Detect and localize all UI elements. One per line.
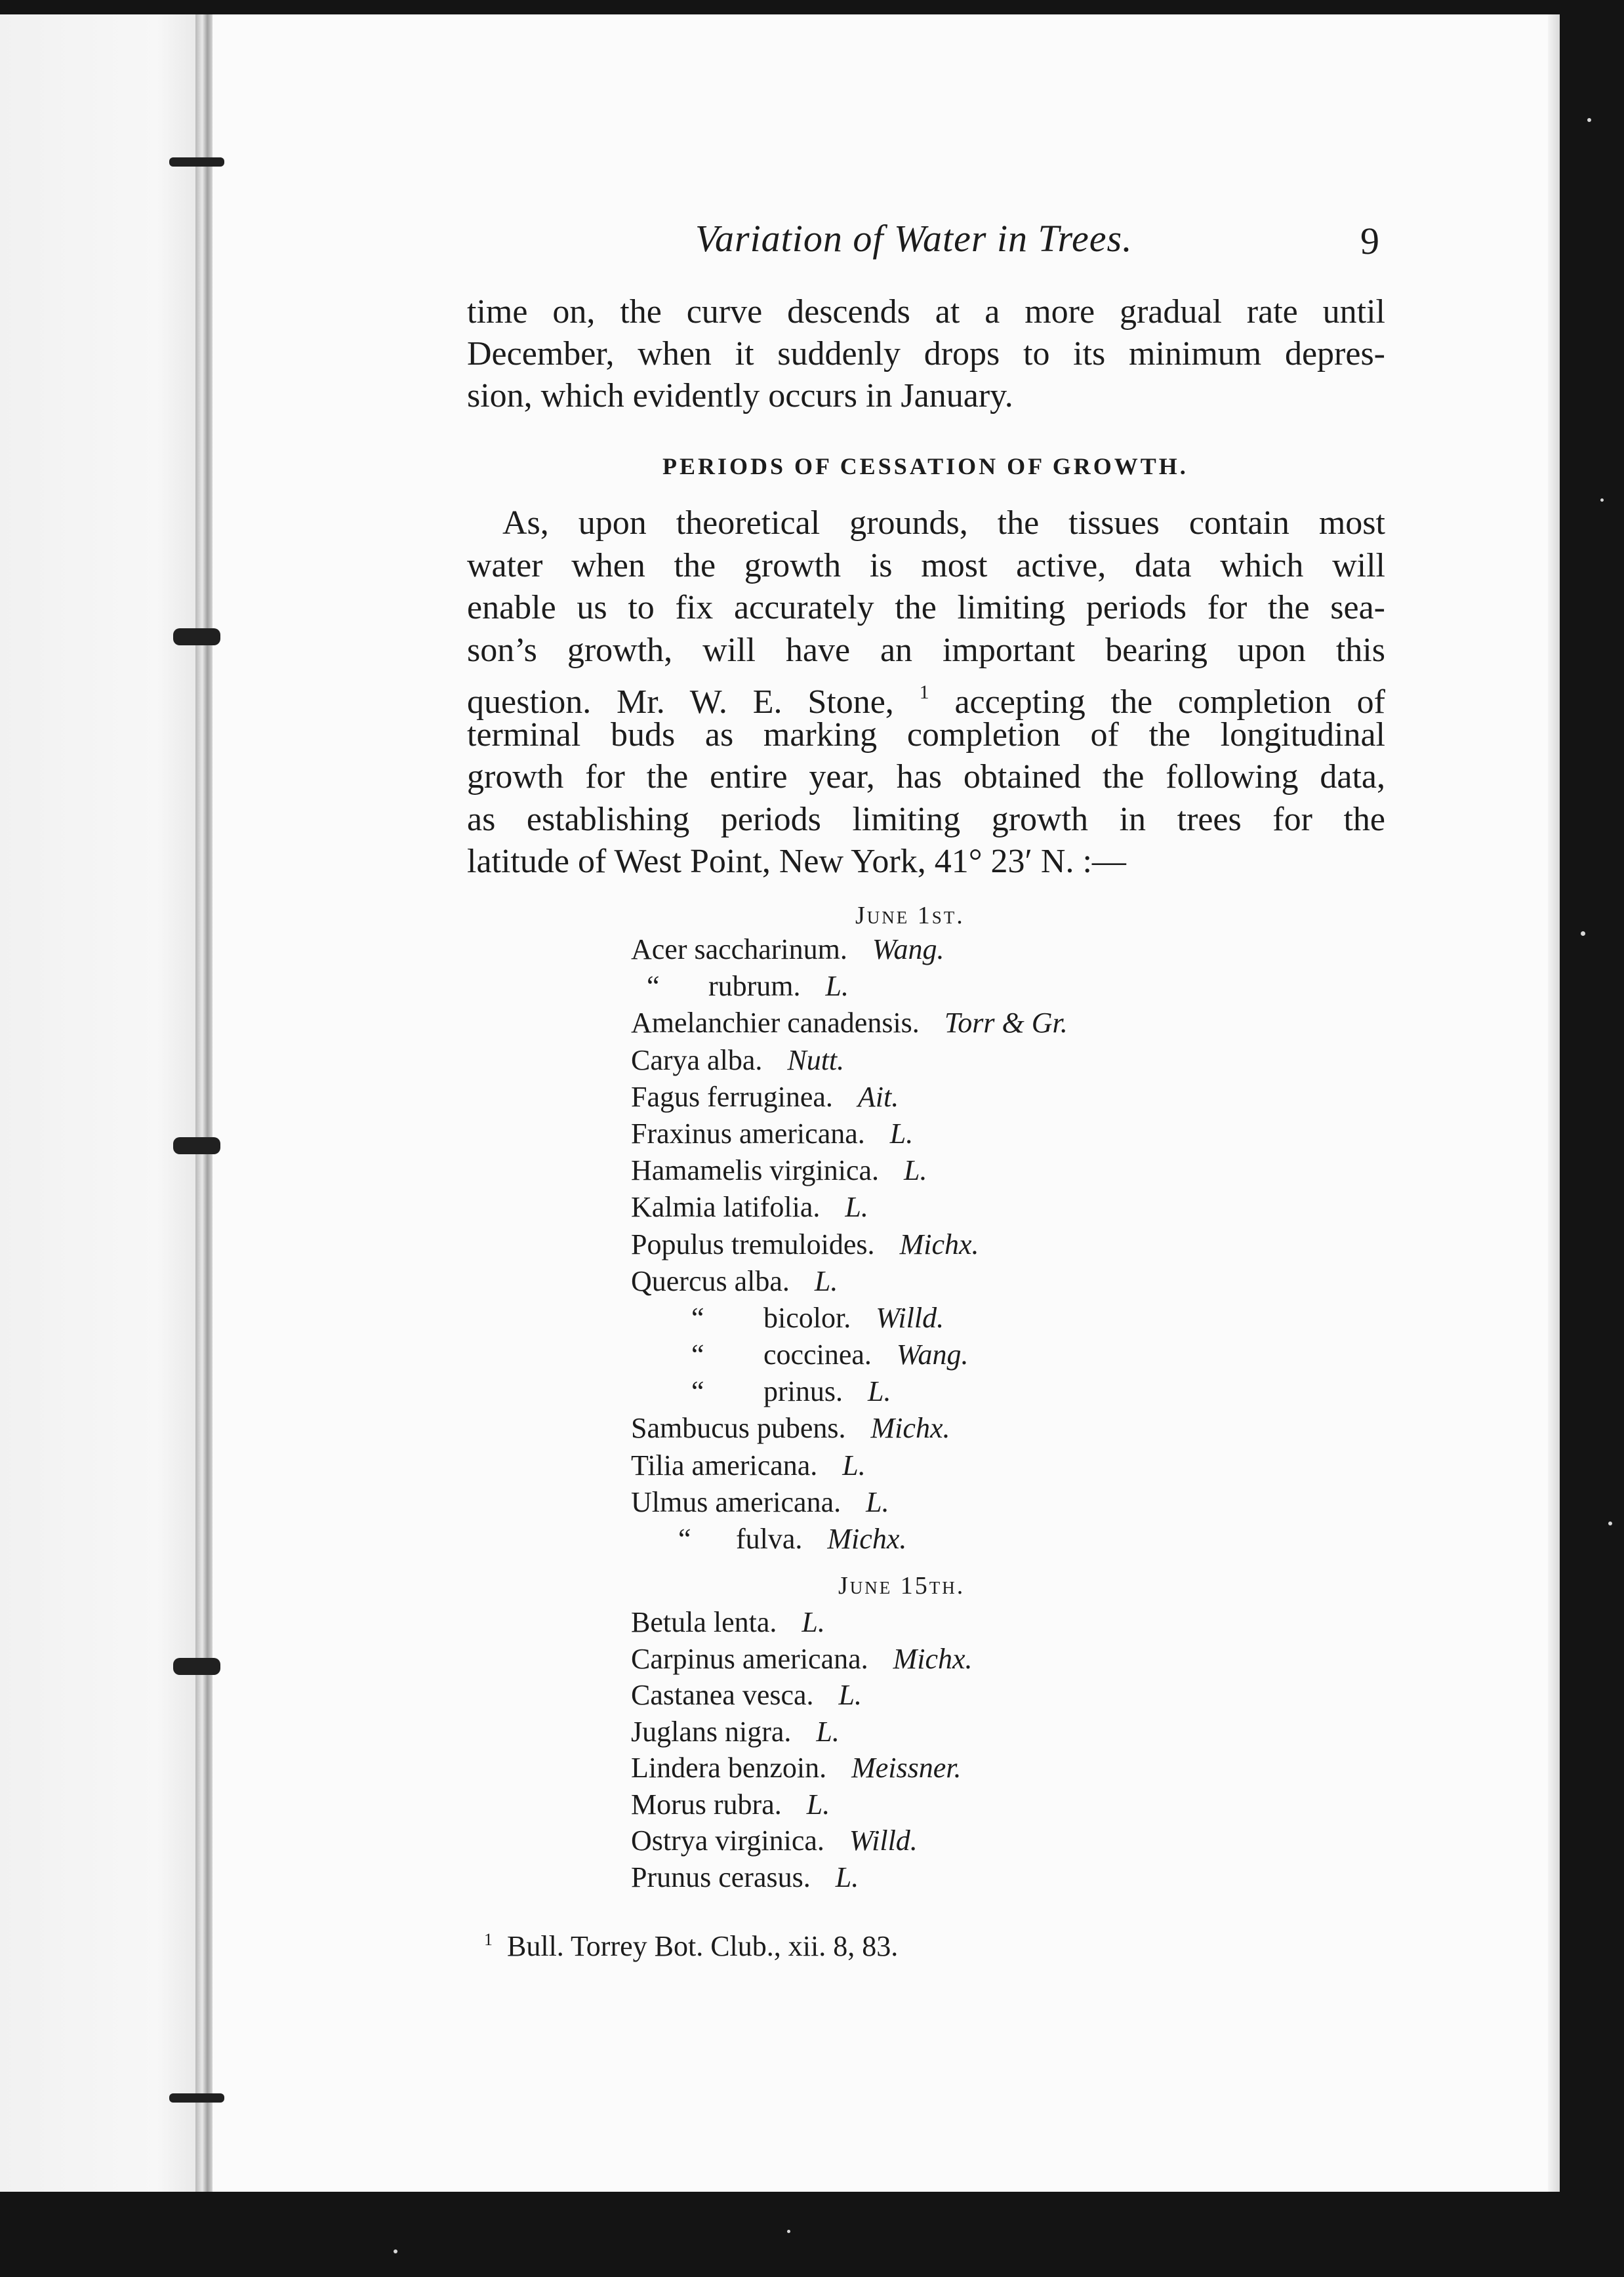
species-item xyxy=(631,1823,973,1859)
species-name: Fraxinus americana. xyxy=(631,1117,865,1150)
species-item xyxy=(631,1152,1068,1189)
species-authority: L. xyxy=(889,1117,914,1150)
species-authority: Michx. xyxy=(893,1642,973,1675)
binding-stitch xyxy=(173,628,220,645)
running-head-title: Variation of Water in Trees. xyxy=(695,217,1133,260)
species-name: Ostrya virginica. xyxy=(631,1824,824,1857)
species-name: Castanea vesca. xyxy=(631,1679,814,1711)
dust-speck xyxy=(394,2249,397,2253)
species-item xyxy=(631,1410,1068,1447)
species-list-june-1 xyxy=(631,931,1068,1558)
species-authority: L. xyxy=(825,970,849,1003)
footnote-reference: 1 xyxy=(919,681,929,703)
dust-speck xyxy=(1581,931,1585,936)
species-name: Juglans nigra. xyxy=(631,1715,792,1748)
species-item xyxy=(631,1521,1068,1558)
species-name: Amelanchier canadensis. xyxy=(631,1007,920,1039)
text-line: enable us to fix accurately the limiting periods for the sea- xyxy=(467,589,1385,626)
facing-page xyxy=(0,14,197,2192)
species-name: Acer saccharinum. xyxy=(631,933,847,965)
species-item xyxy=(631,1226,1068,1263)
species-name: coccinea. xyxy=(763,1339,872,1371)
species-authority: L. xyxy=(903,1154,927,1187)
species-name: Morus rubra. xyxy=(631,1788,782,1821)
continuation-paragraph xyxy=(467,291,1385,417)
page-number: 9 xyxy=(1360,220,1379,262)
species-authority: Wang. xyxy=(872,933,944,965)
species-item xyxy=(631,1116,1068,1152)
species-name: bicolor. xyxy=(763,1301,851,1334)
footnote-mark: 1 xyxy=(484,1930,493,1949)
dust-speck xyxy=(1600,498,1604,502)
text-line: latitude of West Point, New York, 41° 23′ N. :— xyxy=(467,843,1126,880)
species-authority: Willd. xyxy=(849,1824,918,1857)
date-heading-june-1: June 1st. xyxy=(855,902,965,929)
species-authority: L. xyxy=(842,1449,866,1481)
species-authority: Willd. xyxy=(876,1301,944,1334)
species-list-june-15 xyxy=(631,1604,973,1895)
species-item xyxy=(631,1641,973,1678)
species-authority: Torr & Gr. xyxy=(944,1007,1068,1039)
text-line-with-footnote xyxy=(467,672,1385,721)
species-authority: Ait. xyxy=(857,1080,899,1113)
binding-stitch xyxy=(169,157,224,167)
species-name: Prunus cerasus. xyxy=(631,1861,811,1893)
species-item xyxy=(631,968,1068,1005)
text-line: son’s growth, will have an important bearing upon this xyxy=(467,631,1385,669)
species-name: Kalmia latifolia. xyxy=(631,1191,821,1224)
species-name: prinus. xyxy=(763,1375,843,1408)
species-name: fulva. xyxy=(736,1523,803,1555)
species-name: Fagus ferruginea. xyxy=(631,1080,833,1113)
text-fragment: question. Mr. W. E. Stone, xyxy=(467,683,920,721)
dust-speck xyxy=(1587,118,1591,122)
species-authority: L. xyxy=(838,1679,863,1711)
text-line: terminal buds as marking completion of the longitudinal xyxy=(467,715,1385,754)
species-authority: L. xyxy=(814,1264,838,1297)
dust-speck xyxy=(1608,1521,1612,1525)
page-edge-shadow xyxy=(1548,14,1560,2192)
species-item xyxy=(631,1484,1068,1521)
species-name: rubrum. xyxy=(708,970,801,1003)
species-name: Quercus alba. xyxy=(631,1264,790,1297)
text-line: sion, which evidently occurs in January. xyxy=(467,377,1013,414)
species-item xyxy=(631,1263,1068,1300)
ditto-mark: “ xyxy=(691,1375,704,1408)
text-fragment: accepting the completion of xyxy=(929,683,1385,721)
ditto-mark: “ xyxy=(691,1339,704,1371)
species-item xyxy=(631,1714,973,1750)
text-line: water when the growth is most active, data which will xyxy=(467,546,1385,584)
species-item xyxy=(631,1786,973,1823)
species-authority: Michx. xyxy=(827,1523,907,1555)
species-item xyxy=(631,1189,1068,1226)
species-item xyxy=(631,1337,1068,1373)
species-authority: Meissner. xyxy=(851,1752,962,1784)
species-name: Hamamelis virginica. xyxy=(631,1154,879,1187)
binding-stitch xyxy=(169,2093,224,2103)
footnote xyxy=(484,1929,898,1963)
binding-stitch xyxy=(173,1658,220,1675)
book-gutter xyxy=(195,14,213,2192)
text-line: as establishing periods limiting growth in trees for the xyxy=(467,800,1385,838)
species-name: Carpinus americana. xyxy=(631,1642,868,1675)
ditto-mark: “ xyxy=(678,1523,691,1555)
species-name: Carya alba. xyxy=(631,1043,763,1076)
species-authority: Nutt. xyxy=(787,1043,845,1076)
species-item xyxy=(631,1859,973,1896)
date-heading-june-15: June 15th. xyxy=(838,1572,965,1600)
species-authority: L. xyxy=(816,1715,840,1748)
section-paragraph xyxy=(467,502,1385,883)
species-name: Betula lenta. xyxy=(631,1606,777,1638)
text-line: As, upon theoretical grounds, the tissues contain most xyxy=(502,504,1385,542)
species-name: Tilia americana. xyxy=(631,1449,818,1481)
species-name: Populus tremuloides. xyxy=(631,1228,875,1260)
species-authority: L. xyxy=(866,1485,889,1518)
species-name: Sambucus pubens. xyxy=(631,1412,846,1445)
text-line: December, when it suddenly drops to its minimum depres- xyxy=(467,335,1385,373)
species-item xyxy=(631,1005,1068,1041)
species-item xyxy=(631,1042,1068,1079)
footnote-text: Bull. Torrey Bot. Club., xii. 8, 83. xyxy=(507,1930,899,1962)
ditto-mark: “ xyxy=(647,970,660,1003)
section-heading: PERIODS OF CESSATION OF GROWTH. xyxy=(662,453,1188,479)
species-name: Lindera benzoin. xyxy=(631,1752,827,1784)
species-item xyxy=(631,1079,1068,1116)
binding-stitch xyxy=(173,1137,220,1154)
species-authority: L. xyxy=(868,1375,891,1408)
species-item xyxy=(631,1447,1068,1484)
species-item xyxy=(631,1373,1068,1410)
text-line: growth for the entire year, has obtained the following data, xyxy=(467,758,1385,796)
species-item xyxy=(631,1604,973,1641)
species-authority: Wang. xyxy=(896,1339,969,1371)
dust-speck xyxy=(787,2230,790,2233)
species-item xyxy=(631,1750,973,1786)
species-authority: Michx. xyxy=(899,1228,979,1260)
species-authority: L. xyxy=(835,1861,859,1893)
species-item xyxy=(631,1677,973,1714)
ditto-mark: “ xyxy=(691,1301,704,1334)
species-authority: L. xyxy=(845,1191,868,1224)
text-line: time on, the curve descends at a more gradual rate until xyxy=(467,293,1385,331)
species-name: Ulmus americana. xyxy=(631,1485,842,1518)
species-item xyxy=(631,931,1068,968)
species-authority: L. xyxy=(806,1788,830,1821)
species-authority: L. xyxy=(802,1606,825,1638)
species-item xyxy=(631,1300,1068,1337)
species-authority: Michx. xyxy=(870,1412,950,1445)
